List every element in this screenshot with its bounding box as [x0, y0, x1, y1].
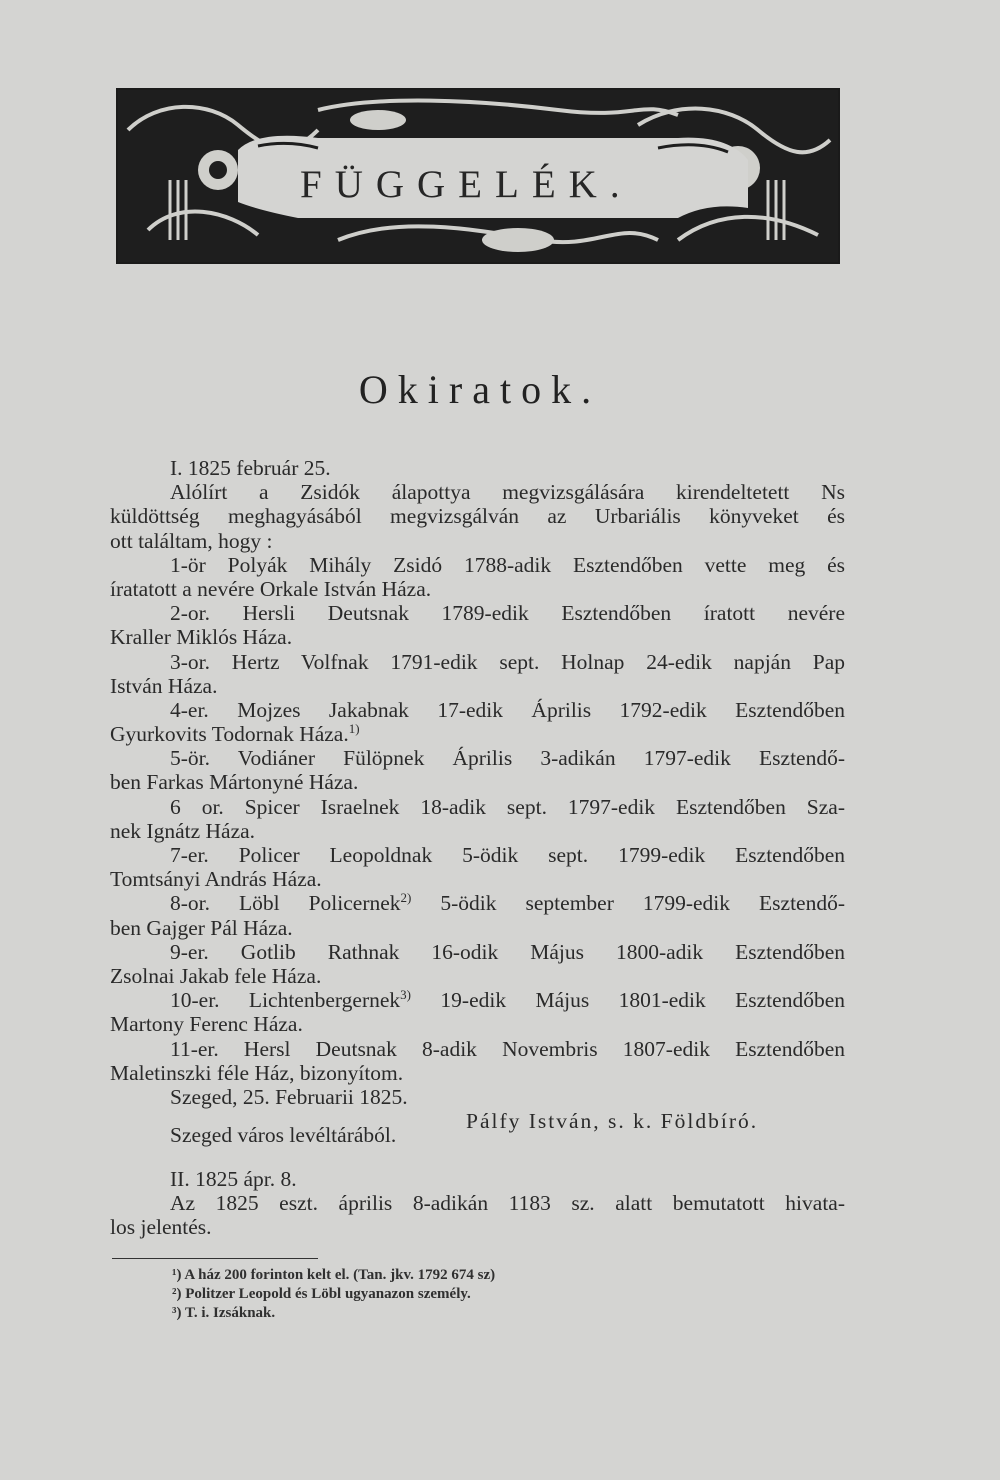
text-line	[110, 988, 845, 1012]
text-line: Alólírt a Zsidók álapottya megvizsgálására kirendeltetett Ns	[170, 480, 845, 505]
text-line: 6 or. Spicer Israelnek 18-adik sept. 1797-edik Esztendőben Sza-	[170, 794, 845, 819]
footnote-ref[interactable]: 3)	[400, 986, 412, 1002]
text-line: íratatott a nevére Orkale István Háza.	[110, 576, 432, 601]
footnote: ¹) A ház 200 forinton kelt el. (Tan. jkv. 1792 674 sz)	[172, 1267, 496, 1283]
text-line: Kraller Miklós Háza.	[110, 625, 293, 650]
text-line: I. 1825 február 25.	[170, 456, 331, 480]
text-line: küldöttség meghagyásából megvizsgálván az Urbariális könyveket és	[110, 504, 845, 529]
document-body	[110, 456, 845, 1240]
footnote: ²) Politzer Leopold és Löbl ugyanazon személy.	[172, 1286, 471, 1302]
text-line: Maletinszki féle Ház, bizonyítom.	[110, 1060, 404, 1085]
text-line: Tomtsányi András Háza.	[110, 867, 322, 892]
text-line: 7-er. Policer Leopoldnak 5-ödik sept. 1799-edik Esztendőben	[170, 843, 845, 867]
archive-source: Szeged város levéltárából.	[170, 1123, 397, 1148]
text-line: 5-ör. Vodiáner Fülöpnek Április 3-adikán 1797-edik Esztendő-	[170, 746, 845, 771]
text-line: Szeged, 25. Februarii 1825.	[170, 1084, 408, 1109]
section-heading: Okiratok.	[358, 367, 602, 412]
text-line: ben Farkas Mártonyné Háza.	[110, 770, 359, 795]
text-line: 4-er. Mojzes Jakabnak 17-edik Április 1792-edik Esztendőben	[170, 697, 845, 722]
footnote: ³) T. i. Izsáknak.	[172, 1305, 276, 1321]
signature-row	[110, 1109, 845, 1157]
text-span: Gyurkovits Todornak Háza.	[110, 722, 349, 747]
footnote-ref[interactable]: 1)	[348, 720, 360, 736]
text-line: ott találtam, hogy :	[110, 528, 273, 553]
footnote-ref[interactable]: 2)	[400, 890, 412, 906]
text-line: ben Gajger Pál Háza.	[110, 915, 293, 940]
text-line: 1-ör Polyák Mihály Zsidó 1788-adik Esztendőben vette meg és	[170, 552, 845, 577]
text-line: nek Ignátz Háza.	[110, 818, 256, 843]
text-span: 8-or. Löbl Policernek	[170, 891, 401, 916]
text-line: Martony Ferenc Háza.	[110, 1012, 303, 1037]
text-line: II. 1825 ápr. 8.	[170, 1167, 297, 1192]
text-line: 11-er. Hersl Deutsnak 8-adik Novembris 1807-edik Esztendőben	[170, 1036, 845, 1061]
footnotes	[172, 1266, 495, 1323]
text-line: István Háza.	[110, 673, 218, 698]
text-line: Zsolnai Jakab fele Háza.	[110, 963, 322, 988]
appendix-title: FÜGGELÉK.	[300, 163, 633, 206]
text-line	[110, 722, 845, 746]
text-line: Az 1825 eszt. április 8-adikán 1183 sz. alatt bemutatott hivata-	[170, 1191, 845, 1216]
text-line: 9-er. Gotlib Rathnak 16-odik Május 1800-adik Esztendőben	[170, 939, 845, 964]
text-line: 2-or. Hersli Deutsnak 1789-edik Esztendőben íratott nevére	[170, 601, 845, 626]
signature: Pálfy István, s. k. Földbíró.	[466, 1109, 759, 1134]
text-span: 19-edik Május 1801-edik Esztendőben	[440, 988, 846, 1013]
text-span: 10-er. Lichtenbergernek	[170, 988, 401, 1013]
text-line: los jelentés.	[110, 1215, 212, 1240]
footnote-divider	[112, 1258, 318, 1259]
text-line: 3-or. Hertz Volfnak 1791-edik sept. Holnap 24-edik napján Pap	[170, 649, 845, 674]
text-line	[110, 891, 845, 915]
text-span: 5-ödik september 1799-edik Esztendő-	[440, 891, 845, 916]
